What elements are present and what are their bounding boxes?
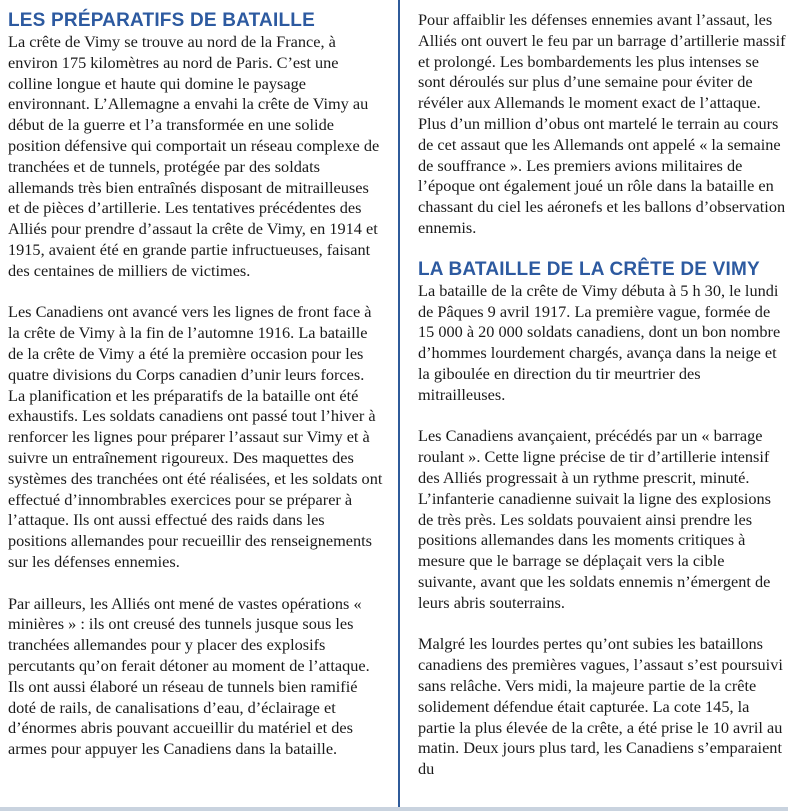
paragraph-vimy-location: La crête de Vimy se trouve au nord de la France, à environ 175 kilomètres au nord de Paris. C’est une colline longue et haute qui domine le paysage environnant. L’Allemagne a envahi la crête de Vimy au début de la guerre et l’a transformée en une solide position défensive qui comportait un réseau complexe de tranchées et de tunnels, protégée par des soldats allemands très bien entraînés disposant de mitrailleuses et de pièces d’artillerie. Les tentatives précédentes des Alliés pour prendre d’assaut la crête de Vimy, en 1914 et 1915, avaient été en grande partie infructueuses, faisant des centaines de milliers de victimes.	[8, 32, 380, 280]
left-column	[8, 0, 384, 760]
section-heading-battle: LA BATAILLE DE LA CRÊTE DE VIMY	[418, 258, 760, 280]
page-bottom-band	[0, 807, 788, 811]
paragraph-canadians-advance: Les Canadiens ont avancé vers les lignes de front face à la crête de Vimy à la fin de l’automne 1916. La bataille de la crête de Vimy a été la première occasion pour les quatre divisions du Corps canadien d’unir leurs forces. La planification et les préparatifs de la bataille ont été exhaustifs. Les soldats canadiens ont passé tout l’hiver à renforcer les lignes pour préparer l’assaut sur Vimy et à suivre un entraînement rigoureux. Des maquettes des systèmes des tranchées ont été réalisées, et les soldats ont effectué d’innombrables exercices pour se préparer à l’attaque. Ils ont aussi effectué des raids dans les positions allemandes pour recueillir des renseignements sur les défenses ennemies.	[8, 302, 383, 571]
right-column	[418, 0, 786, 780]
paragraph-artillery-barrage: Pour affaiblir les défenses ennemies avant l’assaut, les Alliés ont ouvert le feu par un barrage d’artillerie massif et prolongé. Les bombardements les plus intenses se sont déroulés sur plus d’une semaine pour éviter de révéler aux Allemands le moment exact de l’attaque. Plus d’un million d’obus ont martelé le terrain au cours de cet assaut que les Allemands ont appelé « la semaine de souffrance ». Les premiers avions militaires de l’époque ont également joué un rôle dans la bataille en chassant du ciel les aéronefs et les ballons d’observation ennemis.	[418, 10, 786, 237]
paragraph-battle-start: La bataille de la crête de Vimy débuta à 5 h 30, le lundi de Pâques 9 avril 1917. La première vague, formée de 15 000 à 20 000 soldats canadiens, dont un bon nombre d’hommes lourdement chargés, avança dans la neige et la giboulée en direction du tir meurtrier des mitrailleuses.	[418, 280, 781, 404]
column-divider	[398, 0, 400, 811]
section-heading-preparations: LES PRÉPARATIFS DE BATAILLE	[8, 10, 315, 31]
paragraph-mining-operations: Par ailleurs, les Alliés ont mené de vastes opérations « minières » : ils ont creusé des tunnels jusque sous les tranchées allemandes pour y placer des explosifs percutants qu’on ferait détoner au moment de l’attaque. Ils ont aussi élaboré un réseau de tunnels bien ramifié doté de rails, de canalisations d’eau, d’éclairage et d’énormes abris pouvant accueillir du matériel et des armes pour appuyer les Canadiens dans la bataille.	[8, 593, 370, 759]
paragraph-creeping-barrage: Les Canadiens avançaient, précédés par un « barrage roulant ». Cette ligne précise de tir d’artillerie intensif des Alliés progressait à un rythme prescrit, minuté. L’infanterie canadienne suivait la ligne des explosions de très près. Les soldats pouvaient ainsi prendre les positions allemandes dans les moments critiques à mesure que le barrage se déplaçait vers la cible suivante, avant que les soldats ennemis n’émergent de leurs abris souterrains.	[418, 426, 771, 612]
paragraph-assault-continued: Malgré les lourdes pertes qu’ont subies les bataillons canadiens des premières vagues, l’assaut s’est poursuivi sans relâche. Vers midi, la majeure partie de la crête solidement défendue était capturée. La cote 145, la partie la plus élevée de la crête, a été prise le 10 avril au matin. Deux jours plus tard, les Canadiens s’emparaient du	[418, 634, 783, 779]
